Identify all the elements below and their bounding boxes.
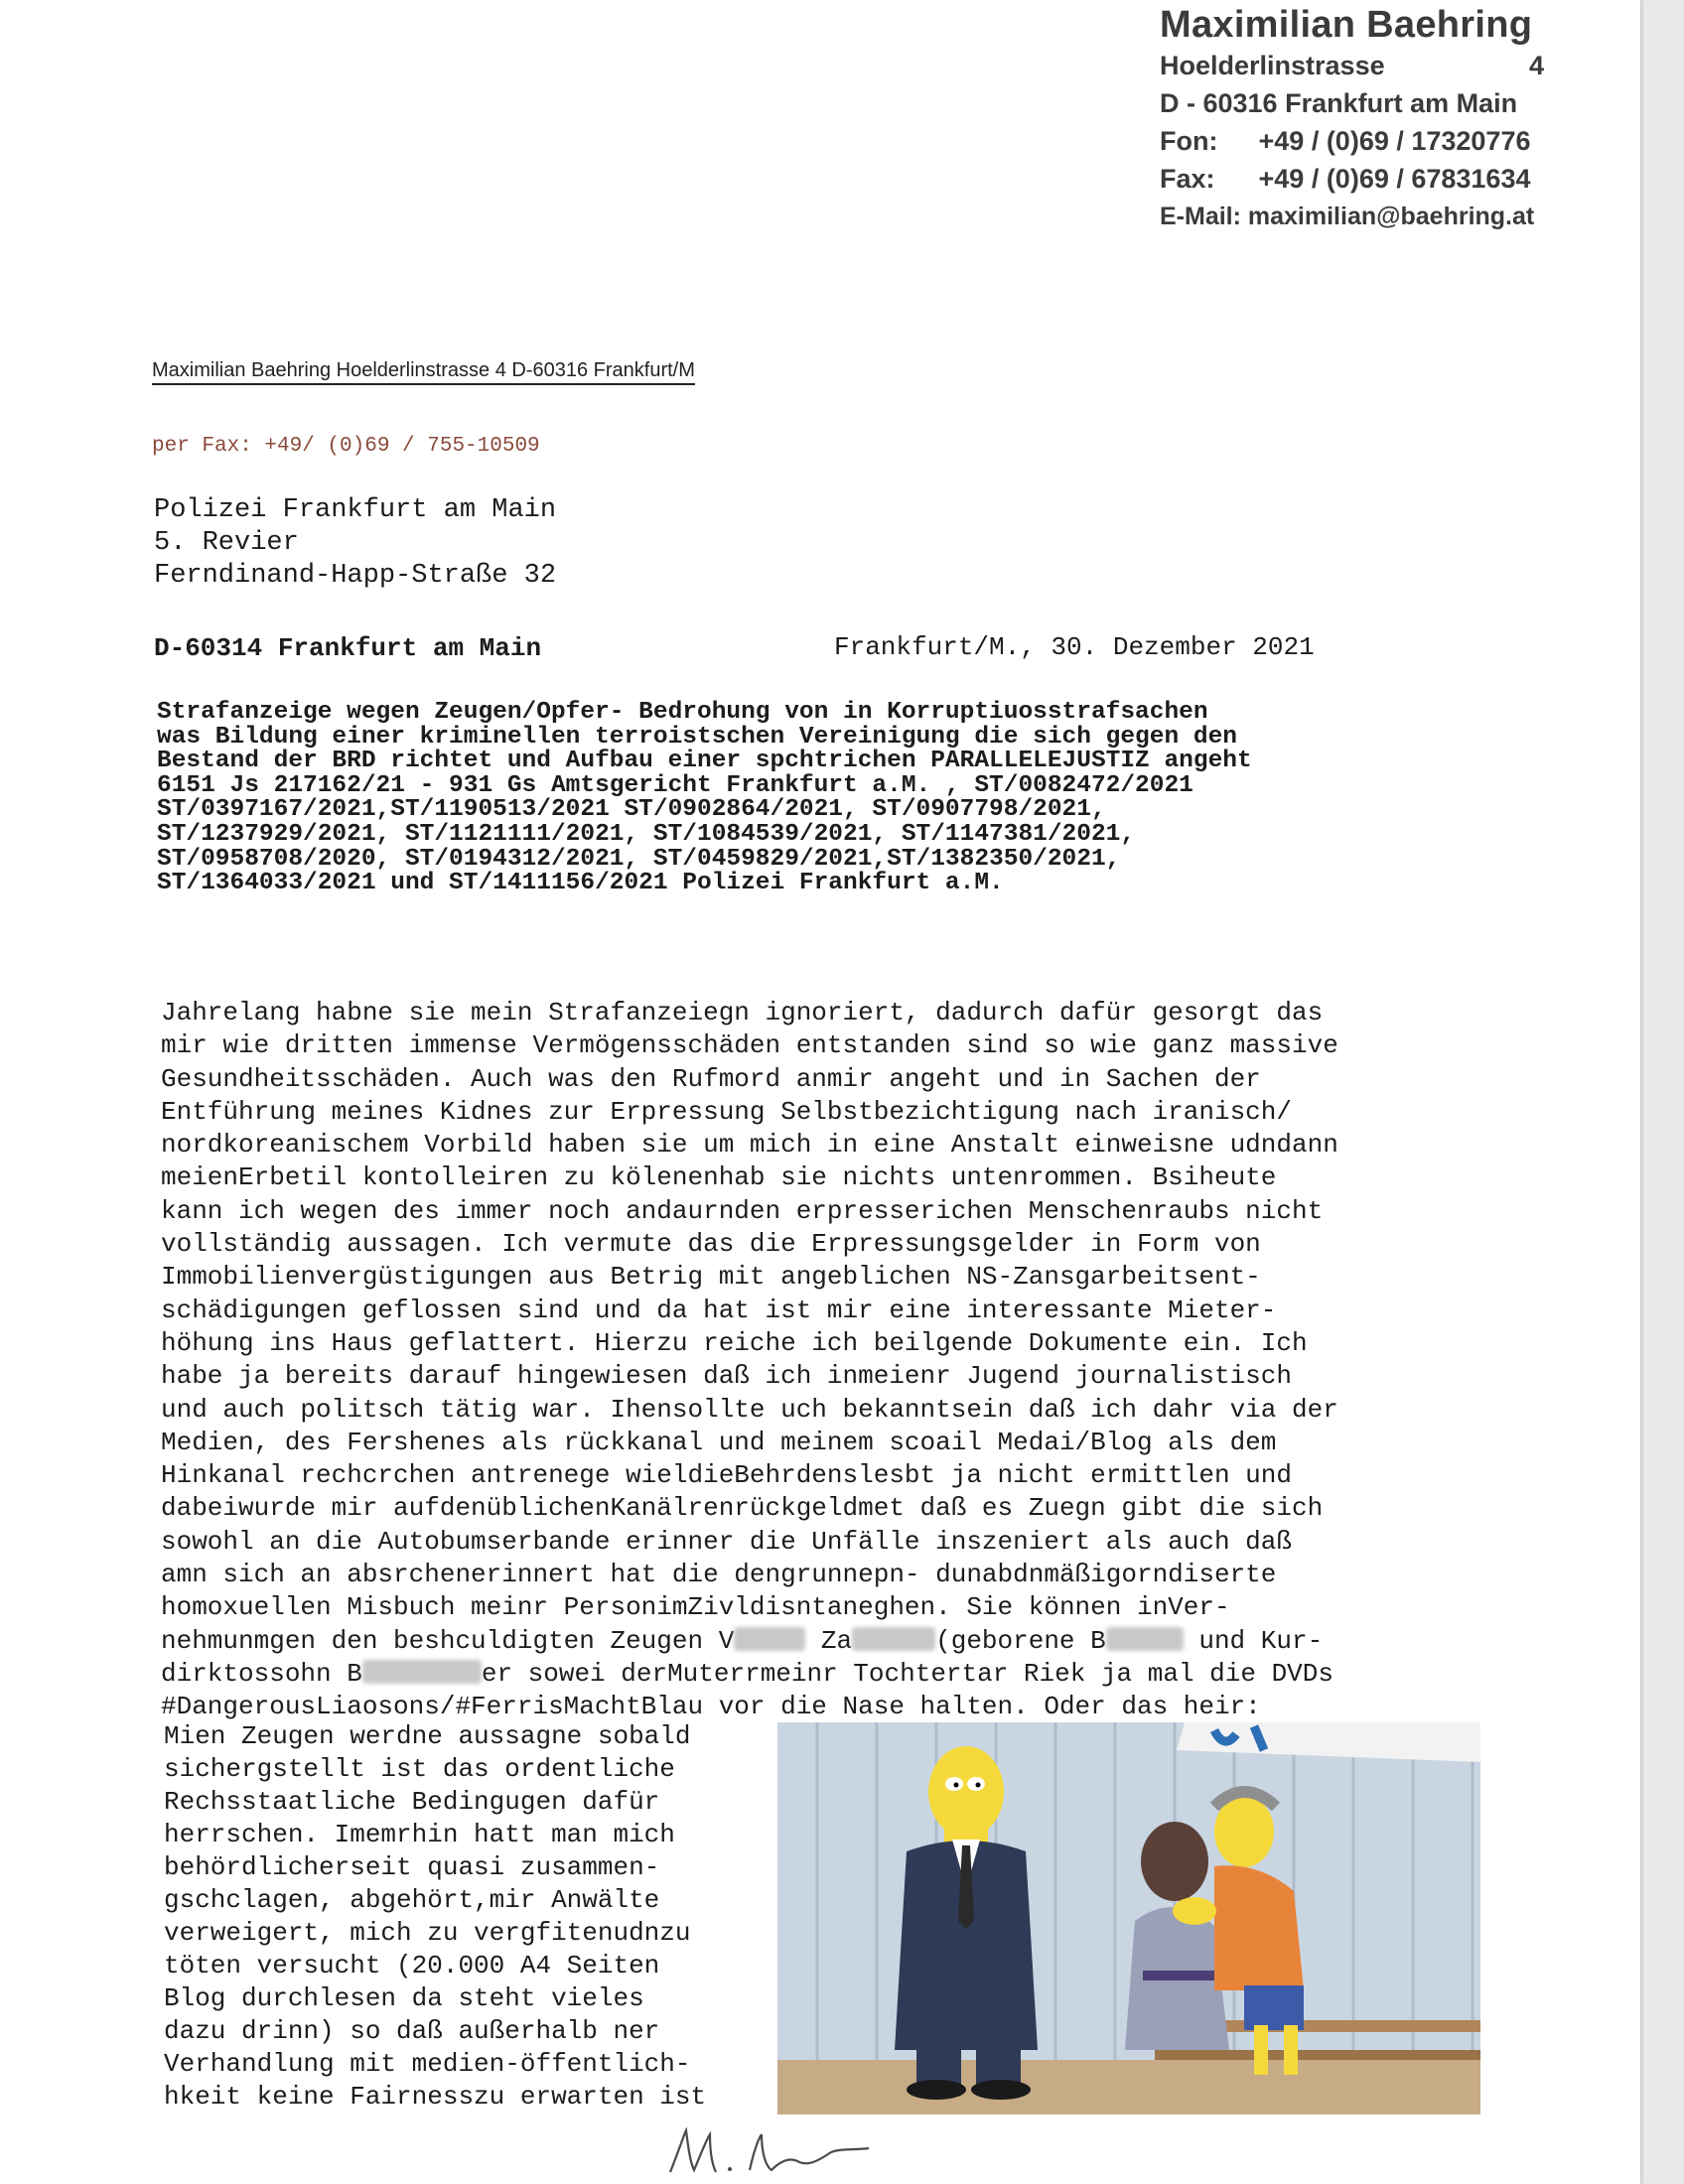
column-line: herrschen. Imemrhin hatt man mich xyxy=(164,1820,675,1849)
column-line: Rechsstaatliche Bedingugen dafür xyxy=(164,1787,660,1817)
body-line: nordkoreanischem Vorbild haben sie um mich in eine Anstalt einweisne udndann xyxy=(161,1130,1338,1160)
body-line-redacted xyxy=(161,1658,1338,1691)
column-line: verweigert, mich zu vergfitenudnzu xyxy=(164,1918,691,1948)
body-text-fragment: (geborene B xyxy=(935,1625,1106,1656)
letter-body xyxy=(161,997,1338,1724)
column-line: dazu drinn) so daß außerhalb ner xyxy=(164,2016,660,2046)
sender-phone: +49 / (0)69 / 17320776 xyxy=(1258,126,1531,156)
body-line: und auch politsch tätig war. Ihensollte uch bekanntsein daß ich dahr via der xyxy=(161,1394,1338,1425)
body-text-fragment: nehmunmgen den beshculdigten Zeugen V xyxy=(161,1625,735,1656)
sender-phone-label: Fon: xyxy=(1160,126,1218,156)
body-line: Hinkanal rechcrchen antrenege wieldieBehrdenslesbt ja nicht ermittlen und xyxy=(161,1460,1292,1491)
body-line: Entführung meines Kidnes zur Erpressung Selbstbezichtigung nach iranisch/ xyxy=(161,1096,1292,1127)
column-line: gschclagen, abgehört,mir Anwälte xyxy=(164,1885,660,1915)
column-line: Mien Zeugen werdne aussagne sobald xyxy=(164,1721,691,1751)
sender-fax-label: Fax: xyxy=(1160,164,1215,194)
body-line: kann ich wegen des immer noch andaurnden erpresserichen Menschenraubs nicht xyxy=(161,1195,1324,1226)
body-text-fragment: er sowei derMuterrmeinr Tochtertar Riek ja mal die DVDs xyxy=(481,1658,1333,1689)
subject-block xyxy=(157,701,1477,896)
recipient-line: Ferndinand-Happ-Straße 32 xyxy=(154,561,557,591)
sender-block xyxy=(1160,4,1676,235)
redaction-blur xyxy=(852,1627,935,1651)
body-line-redacted xyxy=(161,1625,1338,1658)
sender-city: D - 60316 Frankfurt am Main xyxy=(1160,88,1518,118)
body-line: Gesundheitsschäden. Auch was den Rufmord anmir angeht und in Sachen der xyxy=(161,1063,1261,1094)
sender-street-line xyxy=(1160,47,1676,84)
fax-number-line: per Fax: +49/ (0)69 / 755-10509 xyxy=(152,435,540,458)
column-line: Blog durchlesen da steht vieles xyxy=(164,1983,644,2013)
column-line: töten versucht (20.000 A4 Seiten xyxy=(164,1951,660,1980)
body-text-fragment: Za xyxy=(805,1625,853,1656)
subject-line: ST/1237929/2021, ST/1121111/2021, ST/1084539/2021, ST/1147381/2021, xyxy=(157,820,1136,848)
sender-house-number: 4 xyxy=(1529,51,1545,80)
recipient-address xyxy=(154,494,556,593)
recipient-line: 5. Revier xyxy=(154,528,299,558)
body-line: dabeiwurde mir aufdenüblichenKanälrenrückgeldmet daß es Zuegn gibt die sich xyxy=(161,1493,1324,1524)
body-line: amn sich an absrchenerinnert hat die dengrunnepn- dunabdnmäßigorndiserte xyxy=(161,1560,1277,1590)
sender-email: E-Mail: maximilian@baehring.at xyxy=(1160,203,1535,230)
column-line: Verhandlung mit medien-öffentlich- xyxy=(164,2049,691,2079)
body-line: mir wie dritten immense Vermögensschäden entstanden sind so wie ganz massive xyxy=(161,1030,1338,1061)
recipient-city: D-60314 Frankfurt am Main xyxy=(154,633,542,663)
sender-fax: +49 / (0)69 / 67831634 xyxy=(1258,164,1531,194)
column-line: behördlicherseit quasi zusammen- xyxy=(164,1852,660,1882)
subject-line: Bestand der BRD richtet und Aufbau einer spchtrichen PARALLELEJUSTIZ angeht xyxy=(157,748,1252,775)
redaction-blur xyxy=(362,1660,482,1684)
sender-name: Maximilian Baehring xyxy=(1160,4,1533,46)
handwritten-signature xyxy=(650,2122,879,2182)
left-column-text xyxy=(164,1720,706,2114)
body-line: sowohl an die Autobumserbande erinner die Unfälle inszeniert als auch daß xyxy=(161,1526,1292,1557)
redaction-blur xyxy=(1106,1627,1184,1651)
column-line: sichergstellt ist das ordentliche xyxy=(164,1754,675,1784)
cartoon-image xyxy=(777,1722,1480,2115)
body-line: schädigungen geflossen sind und da hat ist mir eine interessante Mieter- xyxy=(161,1295,1277,1325)
cartoon-illustration xyxy=(777,1722,1480,2115)
body-line: vollständig aussagen. Ich vermute das die Erpressungsgelder in Form von xyxy=(161,1229,1261,1260)
redaction-blur xyxy=(734,1627,805,1651)
recipient-line: Polizei Frankfurt am Main xyxy=(154,495,557,525)
body-text-fragment: dirktossohn B xyxy=(161,1658,362,1689)
body-line: Immobilienvergüstigungen aus Betrig mit angeblichen NS-Zansgarbeitsent- xyxy=(161,1262,1261,1293)
body-text-fragment: und Kur- xyxy=(1183,1625,1324,1656)
body-line: Jahrelang habne sie mein Strafanzeiegn ignoriert, dadurch dafür gesorgt das xyxy=(161,998,1324,1027)
subject-line: ST/0958708/2020, ST/0194312/2021, ST/0459829/2021,ST/1382350/2021, xyxy=(157,845,1121,873)
body-line: #DangerousLiaosons/#FerrisMachtBlau vor die Nase halten. Oder das heir: xyxy=(161,1692,1261,1722)
sender-street: Hoelderlinstrasse xyxy=(1160,51,1385,80)
body-line: homoxuellen Misbuch meinr PersonimZivldisntaneghen. Sie können inVer- xyxy=(161,1592,1230,1623)
column-line: hkeit keine Fairnesszu erwarten ist xyxy=(164,2082,707,2112)
sender-fax-line xyxy=(1160,160,1676,198)
return-address: Maximilian Baehring Hoelderlinstrasse 4 D-60316 Frankfurt/M xyxy=(152,359,695,385)
subject-line: 6151 Js 217162/21 - 931 Gs Amtsgericht Frankfurt a.M. , ST/0082472/2021 xyxy=(157,771,1193,799)
body-line: habe ja bereits darauf hingewiesen daß ich inmeienr Jugend journalistisch xyxy=(161,1361,1292,1392)
body-line: Medien, des Fershenes als rückkanal und meinem scoail Medai/Blog als dem xyxy=(161,1427,1277,1457)
subject-line: ST/0397167/2021,ST/1190513/2021 ST/0902864/2021, ST/0907798/2021, xyxy=(157,796,1106,824)
letter-date: Frankfurt/M., 30. Dezember 2021 xyxy=(834,632,1315,662)
subject-line: ST/1364033/2021 und ST/1411156/2021 Polizei Frankfurt a.M. xyxy=(157,870,1004,897)
subject-line: was Bildung einer kriminellen terroistschen Vereinigung die sich gegen den xyxy=(157,723,1237,751)
body-line: höhung ins Haus geflattert. Hierzu reiche ich beilgende Dokumente ein. Ich xyxy=(161,1327,1308,1358)
subject-line: Strafanzeige wegen Zeugen/Opfer- Bedrohung von in Korruptiuosstrafsachen xyxy=(157,699,1208,726)
body-line: meienErbetil kontolleiren zu kölenenhab sie nichts untenrommen. Bsiheute xyxy=(161,1162,1277,1193)
sender-phone-line xyxy=(1160,122,1676,160)
